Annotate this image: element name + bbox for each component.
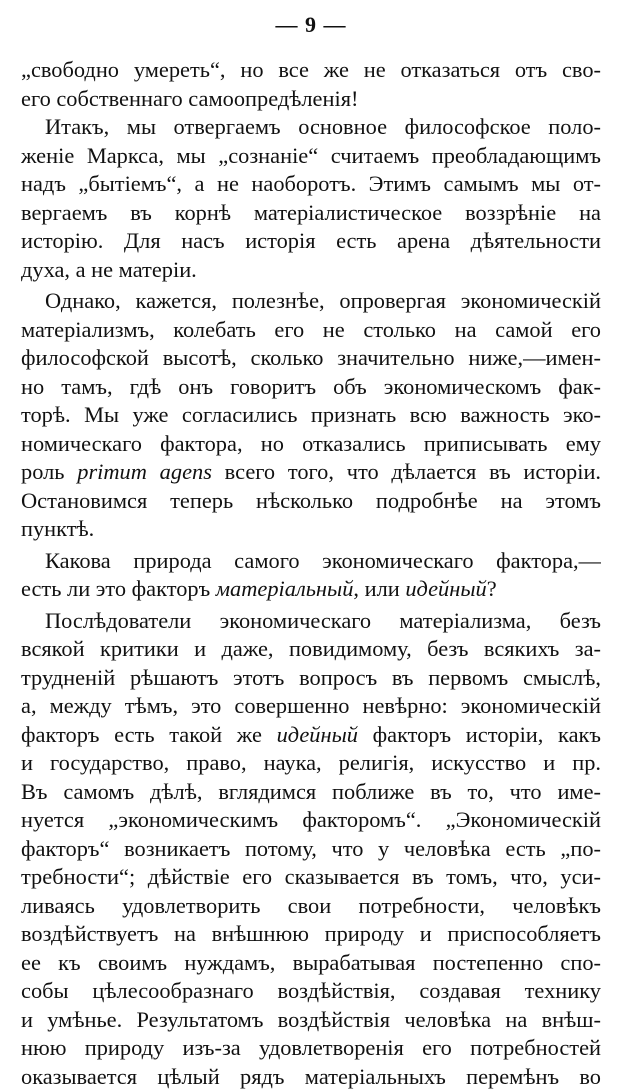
text-line: ливаясь удовлетворить свои потребности, человѣкъ [21, 892, 601, 921]
text-line: воздѣйствуетъ на внѣшнюю природу и приспособляетъ [21, 920, 601, 949]
italic-term: идейный [277, 722, 358, 747]
text-run: роль [21, 459, 77, 484]
text-run: , или [353, 576, 405, 601]
text-line: факторъ“ возникаетъ потому, что у человѣка есть „по- [21, 835, 601, 864]
italic-term: матеріальный [216, 576, 354, 601]
text-line: Послѣдователи экономическаго матеріализма, безъ [21, 607, 601, 636]
text-line [21, 575, 601, 604]
text-line: торѣ. Мы уже согласились признать всю важность эко- [21, 401, 601, 430]
text-line: Однако, кажется, полезнѣе, опровергая экономическій [21, 287, 601, 316]
text-run: есть ли это факторъ [21, 576, 216, 601]
text-line [21, 721, 601, 750]
text-run: факторъ исторіи, какъ [358, 722, 601, 747]
text-line: пунктѣ. [21, 515, 601, 544]
text-line [21, 458, 601, 487]
text-line: всякой критики и даже, повидимому, безъ всякихъ за- [21, 635, 601, 664]
text-line: Какова природа самого экономическаго фактора,— [21, 547, 601, 576]
text-run: всего того, что дѣлается въ исторіи. [212, 459, 601, 484]
text-run: ? [487, 576, 497, 601]
text-line: номическаго фактора, но отказались приписывать ему [21, 430, 601, 459]
text-line: нуется „экономическимъ факторомъ“. „Экономическій [21, 806, 601, 835]
italic-term: идейный [405, 576, 486, 601]
text-run: факторъ есть такой же [21, 722, 277, 747]
text-line: его собственнаго самоопредѣленія! [21, 85, 601, 114]
text-line: оказывается цѣлый рядъ матеріальныхъ перемѣнъ во [21, 1063, 601, 1091]
text-line: трудненій рѣшаютъ этотъ вопросъ въ первомъ смыслѣ, [21, 664, 601, 693]
text-line: но тамъ, гдѣ онъ говоритъ объ экономическомъ фак- [21, 373, 601, 402]
text-line: женіе Маркса, мы „сознаніе“ считаемъ преобладающимъ [21, 142, 601, 171]
text-line: „свободно умереть“, но все же не отказаться отъ сво- [21, 56, 601, 85]
latin-phrase: primum agens [77, 459, 212, 484]
text-line: духа, а не матеріи. [21, 256, 601, 285]
body-text [21, 56, 601, 1091]
text-line: собы цѣлесообразнаго воздѣйствія, создавая технику [21, 977, 601, 1006]
text-line: требности“; дѣйствіе его сказывается въ томъ, что, уси- [21, 863, 601, 892]
text-line: вергаемъ въ корнѣ матеріалистическое воззрѣніе на [21, 199, 601, 228]
text-line: ее къ своимъ нуждамъ, вырабатывая постепенно спо- [21, 949, 601, 978]
text-line: надъ „бытіемъ“, а не наоборотъ. Этимъ самымъ мы от- [21, 170, 601, 199]
text-line: и умѣнье. Результатомъ воздѣйствія человѣка на внѣш- [21, 1006, 601, 1035]
text-line: матеріализмъ, колебать его не столько на самой его [21, 316, 601, 345]
page-number: — 9 — [21, 10, 601, 40]
text-line: исторію. Для насъ исторія есть арена дѣятельности [21, 227, 601, 256]
text-line: Остановимся теперь нѣсколько подробнѣе на этомъ [21, 487, 601, 516]
text-line: и государство, право, наука, религія, искусство и пр. [21, 749, 601, 778]
text-line: Въ самомъ дѣлѣ, вглядимся поближе въ то, что име- [21, 778, 601, 807]
text-line: Итакъ, мы отвергаемъ основное философское поло- [21, 113, 601, 142]
text-line: а, между тѣмъ, это совершенно невѣрно: экономическій [21, 692, 601, 721]
text-line: нюю природу изъ-за удовлетворенія его потребностей [21, 1034, 601, 1063]
text-line: философской высотѣ, сколько значительно ниже,—имен- [21, 344, 601, 373]
